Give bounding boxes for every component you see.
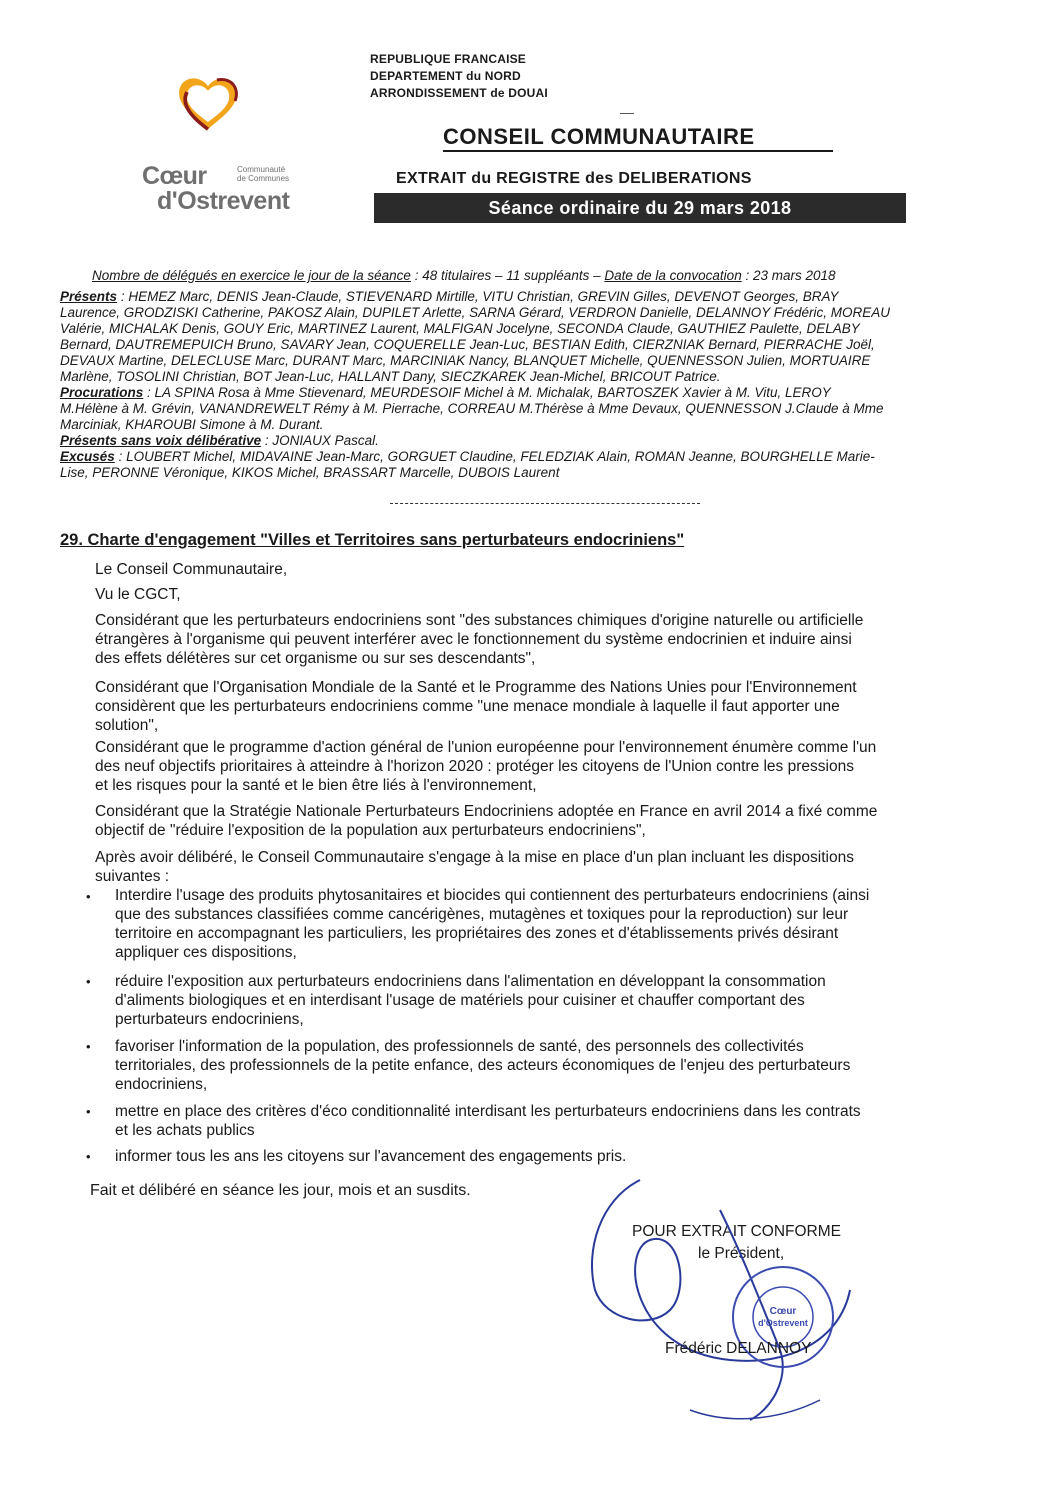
considerant-4: Considérant que la Stratégie Nationale Perturbateurs Endocriniens adoptée en France en avril 2014 a fixé comme objectif de "réduire l'exposition de la population aux perturbateurs endocriniens",	[95, 803, 878, 839]
logo-subtitle: Communauté de Communes	[237, 165, 290, 183]
svg-text:d'Ostrevent: d'Ostrevent	[758, 1318, 808, 1328]
bullet-dot: •	[86, 974, 91, 989]
logo-name-2: d'Ostrevent	[157, 187, 290, 215]
page-title: CONSEIL COMMUNAUTAIRE	[443, 124, 755, 149]
vu-line: Vu le CGCT,	[95, 586, 181, 603]
decision-intro: Après avoir délibéré, le Conseil Communautaire s'engage à la mise en place d'un plan incluant les dispositions suivantes :	[95, 849, 854, 885]
bullet-dot: •	[86, 1149, 91, 1164]
considerant-3: Considérant que le programme d'action général de l'union européenne pour l'environnement énumère comme l'un des neuf objectifs prioritaires à atteindre à l'horizon 2020 : protéger les citoyens de l'Union contre les pressions et les risques pour la santé et le bien être liés à l'environnement,	[95, 739, 877, 794]
header-arrondissement: ARRONDISSEMENT de DOUAI	[370, 86, 548, 100]
list-item: favoriser l'information de la population, des professionnels de santé, des personnels des collectivités territoriales, des professionnels de la petite enfance, des acteurs économiques de l'enjeu des perturbateurs endocriniens,	[115, 1038, 851, 1093]
signature-role: le Président,	[698, 1245, 785, 1262]
intro-line: Le Conseil Communautaire,	[95, 561, 288, 578]
considerant-2: Considérant que l'Organisation Mondiale de la Santé et le Programme des Nations Unies pour l'Environnement considèrent que les perturbateurs endocriniens comme "une menace mondiale à laquelle il faut apporter une solution",	[95, 679, 857, 734]
considerant-1: Considérant que les perturbateurs endocriniens sont "des substances chimiques d'origine naturelle ou artificielle étrangères à l'organisme qui peuvent interférer avec le fonctionnement du système endocrinien et induire ainsi des effets délétères sur cet organisme ou sur ses descendants",	[95, 612, 864, 667]
bullet-dot: •	[86, 1104, 91, 1119]
title-underline	[443, 150, 833, 152]
section-separator	[390, 503, 700, 504]
heart-logo-icon	[165, 74, 275, 164]
list-item: réduire l'exposition aux perturbateurs endocriniens dans l'alimentation en développant la consommation d'aliments biologiques et en interdisant l'usage de matériels pour cuisiner et chauffer comportant des perturbateurs endocriniens,	[115, 973, 826, 1028]
deliberation-title: 29. Charte d'engagement "Villes et Territoires sans perturbateurs endocriniens"	[60, 531, 685, 549]
list-item: Interdire l'usage des produits phytosanitaires et biocides qui contiennent des perturbateurs endocriniens (ainsi que des substances classifiées comme cancérigènes, mutagènes et toxiques pour la reproduction) sur leur territoire en accompagnant les particuliers, les propriétaires des zones et d'établissements privés désirant appliquer ces dispositions,	[115, 887, 870, 961]
signature-title: POUR EXTRAIT CONFORME	[632, 1223, 841, 1240]
list-item: informer tous les ans les citoyens sur l'avancement des engagements pris.	[115, 1148, 627, 1165]
present-block: Présents : HEMEZ Marc, DENIS Jean-Claude, STIEVENARD Mirtille, VITU Christian, GREVIN Gilles, DEVENOT Georges, BRAY Laurence, GRODZISKI Catherine, PAKOSZ Alain, DUPILET Arlette, SARNA Gérard, VERDRON Danielle, DELANNOY Frédéric, MOREAU Valérie, MICHALAK Denis, GOUY Eric, MARTINEZ Laurent, MALFIGAN Jocelyne, SECONDA Claude, GAUTHIEZ Paulette, DELABY Bernard, DAUTREMEPUICH Bruno, SAVARY Jean, COQUERELLE Jean-Luc, BESTIAN Edith, CIERZNIAK Bernard, PIERRACHE Joël, DEVAUX Martine, DELECLUSE Marc, DURANT Marc, MARCINIAK Nancy, BLANQUET Michelle, QUENNESSON Julien, MORTUAIRE Marlène, TOSOLINI Christian, BOT Jean-Luc, HALLANT Dany, SIECZKAREK Jean-Michel, BRICOUT Patrice. Procurations : LA SPINA Rosa à Mme Stievenard, MEURDESOIF Michel à M. Michalak, BARTOSZEK Xavier à M. Vitu, LEROY M.Hélène à M. Grévin, VANANDREWELT Rémy à M. Pierrache, CORREAU M.Thérèse à Mme Devaux, QUENNESSON J.Claude à Mme Marciniak, KHAROUBI Simone à M. Durant. Présents sans voix délibérative : JONIAUX Pascal. Excusés : LOUBERT Michel, MIDAVAINE Jean-Marc, GORGUET Claudine, FELEDZIAK Alain, ROMAN Jeanne, BOURGHELLE Marie- Lise, PERONNE Véronique, KIKOS Michel, BRASSART Marcelle, DUBOIS Laurent	[60, 289, 891, 480]
delegates-line: Nombre de délégués en exercice le jour de la séance : 48 titulaires – 11 suppléants – Date de la convocation : 23 mars 2018	[92, 268, 836, 283]
svg-text:Cœur: Cœur	[769, 1306, 797, 1317]
signatory-name: Frédéric DELANNOY	[665, 1340, 812, 1357]
header-republic: REPUBLIQUE FRANCAISE	[370, 52, 527, 66]
header-department: DEPARTEMENT du NORD	[370, 69, 521, 83]
page-subtitle: EXTRAIT du REGISTRE des DELIBERATIONS	[396, 170, 752, 187]
logo-name-1: Cœur	[142, 162, 207, 190]
list-item: mettre en place des critères d'éco conditionnalité interdisant les perturbateurs endocriniens dans les contrats et les achats publics	[115, 1103, 861, 1139]
closing-line: Fait et délibéré en séance les jour, mois et an susdits.	[90, 1182, 471, 1199]
bullet-dot: •	[86, 889, 91, 904]
bullet-dot: •	[86, 1039, 91, 1054]
header-divider	[620, 113, 634, 114]
session-banner: Séance ordinaire du 29 mars 2018	[374, 193, 906, 223]
